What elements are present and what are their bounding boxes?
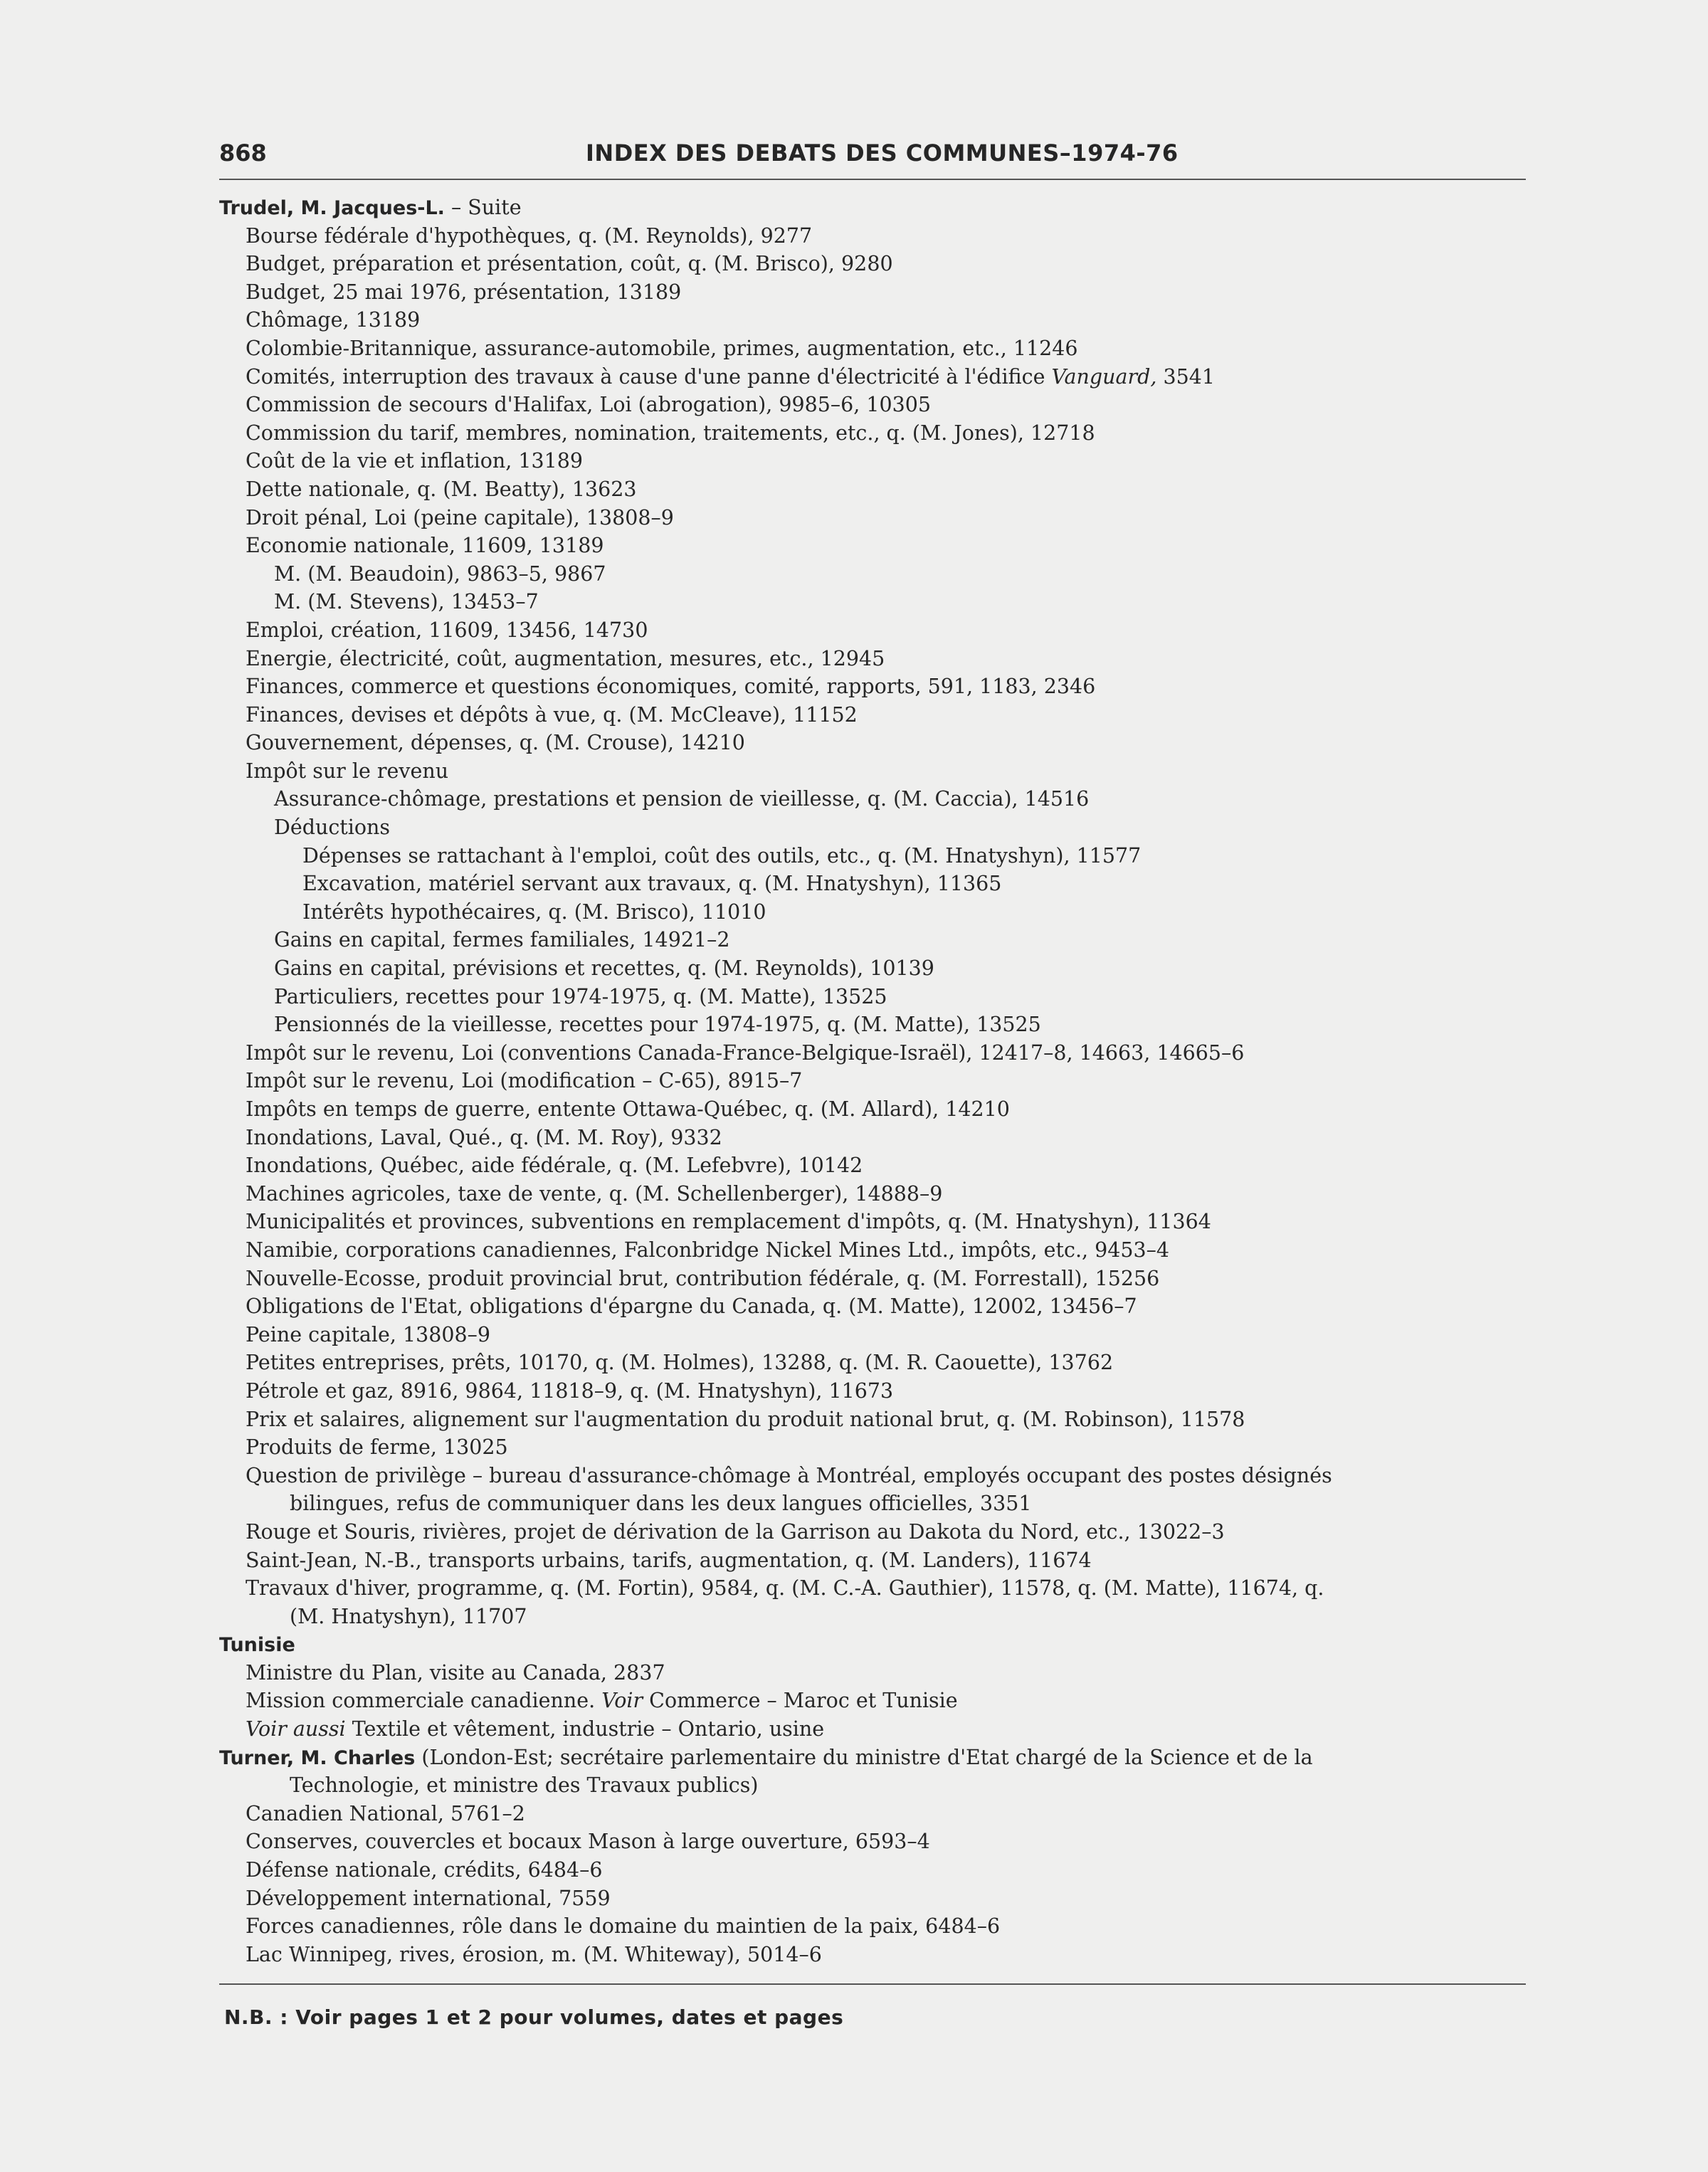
- index-entry: Prix et salaires, alignement sur l'augmentation du produit national brut, q. (M. Robinson), 11578: [246, 1407, 1245, 1431]
- index-subsubentry: Intérêts hypothécaires, q. (M. Brisco), 11010: [302, 900, 766, 924]
- index-entry: Economie nationale, 11609, 13189: [246, 534, 604, 558]
- index-entry: Municipalités et provinces, subventions en remplacement d'impôts, q. (M. Hnatyshyn), 11364: [246, 1210, 1211, 1234]
- index-subsubentry: Excavation, matériel servant aux travaux, q. (M. Hnatyshyn), 11365: [302, 872, 1002, 896]
- index-entry: Finances, commerce et questions économiques, comité, rapports, 591, 1183, 2346: [246, 675, 1096, 699]
- entry-text: Commerce – Maroc et Tunisie: [643, 1689, 958, 1713]
- running-title: INDEX DES DEBATS DES COMMUNES–1974-76: [586, 139, 1179, 167]
- index-entry: Energie, électricité, coût, augmentation, mesures, etc., 12945: [246, 646, 885, 670]
- index-entry: Finances, devises et dépôts à vue, q. (M. McCleave), 11152: [246, 702, 858, 727]
- heading-name: Turner, M. Charles: [219, 1746, 416, 1769]
- index-entry: Colombie-Britannique, assurance-automobile, primes, augmentation, etc., 11246: [246, 336, 1078, 360]
- index-entry: Question de privilège – bureau d'assurance-chômage à Montréal, employés occupant des postes désignés: [246, 1463, 1332, 1487]
- heading-name: Trudel, M. Jacques-L.: [219, 197, 445, 219]
- index-entry: Pétrole et gaz, 8916, 9864, 11818–9, q. (M. Hnatyshyn), 11673: [246, 1378, 894, 1403]
- index-entry: Canadien National, 5761–2: [246, 1801, 525, 1825]
- index-subentry: Gains en capital, prévisions et recettes, q. (M. Reynolds), 10139: [274, 956, 934, 981]
- footer-rule: [219, 1983, 1526, 1985]
- index-entry: Bourse fédérale d'hypothèques, q. (M. Reynolds), 9277: [246, 223, 813, 248]
- index-subentry: M. (M. Stevens), 13453–7: [274, 590, 539, 614]
- index-entry: Saint-Jean, N.-B., transports urbains, tarifs, augmentation, q. (M. Landers), 11674: [246, 1548, 1092, 1572]
- index-subentry: Pensionnés de la vieillesse, recettes pour 1974-1975, q. (M. Matte), 13525: [274, 1013, 1041, 1037]
- index-subentry: Assurance-chômage, prestations et pension de vieillesse, q. (M. Caccia), 14516: [274, 787, 1090, 811]
- heading-description: (London-Est; secrétaire parlementaire du ministre d'Etat chargé de la Science et de la: [415, 1745, 1313, 1769]
- index-entry: Commission du tarif, membres, nomination, traitements, etc., q. (M. Jones), 12718: [246, 421, 1095, 445]
- index-entry: Défense nationale, crédits, 6484–6: [246, 1858, 603, 1882]
- index-entry: Chômage, 13189: [246, 308, 421, 332]
- cross-reference-label: Voir aussi: [246, 1717, 346, 1741]
- index-entry: Inondations, Québec, aide fédérale, q. (M. Lefebvre), 10142: [246, 1154, 863, 1178]
- index-entry: Coût de la vie et inflation, 13189: [246, 449, 584, 473]
- index-subentry: Particuliers, recettes pour 1974-1975, q. (M. Matte), 13525: [274, 984, 887, 1008]
- index-body: [219, 194, 1526, 1968]
- entry-pages: 3541: [1156, 364, 1215, 389]
- index-entry: Produits de ferme, 13025: [246, 1435, 508, 1460]
- entry-italic: Vanguard,: [1051, 364, 1157, 389]
- index-entry: Dette nationale, q. (M. Beatty), 13623: [246, 477, 637, 501]
- index-entry: Impôts en temps de guerre, entente Ottawa-Québec, q. (M. Allard), 14210: [246, 1097, 1010, 1121]
- index-entry: Impôt sur le revenu, Loi (modification – C-65), 8915–7: [246, 1069, 803, 1093]
- index-entry: Inondations, Laval, Qué., q. (M. M. Roy), 9332: [246, 1125, 722, 1149]
- index-subsubentry: Dépenses se rattachant à l'emploi, coût des outils, etc., q. (M. Hnatyshyn), 11577: [302, 843, 1142, 868]
- page-number: 868: [219, 139, 267, 167]
- cross-reference-label: Voir: [601, 1689, 643, 1713]
- index-entry: Conserves, couvercles et bocaux Mason à large ouverture, 6593–4: [246, 1830, 930, 1854]
- index-entry: Budget, 25 mai 1976, présentation, 13189: [246, 280, 682, 304]
- index-heading: [219, 1630, 1526, 1659]
- index-entry: Ministre du Plan, visite au Canada, 2837: [246, 1660, 665, 1685]
- index-entry: Petites entreprises, prêts, 10170, q. (M. Holmes), 13288, q. (M. R. Caouette), 13762: [246, 1351, 1114, 1375]
- index-entry: Forces canadiennes, rôle dans le domaine du maintien de la paix, 6484–6: [246, 1914, 1001, 1939]
- index-entry: [219, 363, 1526, 391]
- page-header: [219, 134, 1526, 174]
- index-entry: Impôt sur le revenu, Loi (conventions Canada-France-Belgique-Israël), 12417–8, 14663, 14665–6: [246, 1040, 1245, 1065]
- index-entry: Lac Winnipeg, rives, érosion, m. (M. Whiteway), 5014–6: [246, 1942, 822, 1966]
- index-entry: Développement international, 7559: [246, 1886, 611, 1910]
- index-entry: [219, 1687, 1526, 1715]
- index-heading: [219, 1744, 1526, 1772]
- index-entry: Nouvelle-Ecosse, produit provincial brut, contribution fédérale, q. (M. Forrestall), 15256: [246, 1266, 1160, 1290]
- index-entry: Namibie, corporations canadiennes, Falconbridge Nickel Mines Ltd., impôts, etc., 9453–4: [246, 1238, 1170, 1262]
- index-entry: Rouge et Souris, rivières, projet de dérivation de la Garrison au Dakota du Nord, etc., 13022–3: [246, 1519, 1225, 1544]
- index-entry: Gouvernement, dépenses, q. (M. Crouse), 14210: [246, 731, 745, 755]
- heading-name: Tunisie: [219, 1634, 295, 1657]
- entry-text: Mission commerciale canadienne.: [246, 1689, 602, 1713]
- index-entry: Commission de secours d'Halifax, Loi (abrogation), 9985–6, 10305: [246, 393, 932, 417]
- index-entry-continuation: (M. Hnatyshyn), 11707: [290, 1604, 527, 1628]
- entry-text: Comités, interruption des travaux à cause d'une panne d'électricité à l'édifice: [246, 364, 1052, 389]
- index-entry: Budget, préparation et présentation, coût, q. (M. Brisco), 9280: [246, 252, 893, 276]
- index-heading: [219, 194, 1526, 222]
- index-entry: Machines agricoles, taxe de vente, q. (M. Schellenberger), 14888–9: [246, 1181, 943, 1206]
- heading-suffix: – Suite: [444, 196, 522, 219]
- index-entry-continuation: bilingues, refus de communiquer dans les deux langues officielles, 3351: [290, 1492, 1032, 1516]
- index-subentry: Gains en capital, fermes familiales, 14921–2: [274, 928, 730, 952]
- header-rule: [219, 179, 1526, 180]
- index-entry: Droit pénal, Loi (peine capitale), 13808–9: [246, 505, 674, 529]
- index-subentry: M. (M. Beaudoin), 9863–5, 9867: [274, 562, 606, 586]
- entry-text: Textile et vêtement, industrie – Ontario, usine: [345, 1717, 825, 1741]
- index-entry: Emploi, création, 11609, 13456, 14730: [246, 618, 648, 642]
- index-subentry: Déductions: [274, 816, 390, 840]
- index-entry: Impôt sur le revenu: [246, 759, 449, 783]
- footer-note: N.B. : Voir pages 1 et 2 pour volumes, dates et pages: [224, 2005, 844, 2029]
- index-entry: [219, 1715, 1526, 1744]
- index-heading-continuation: Technologie, et ministre des Travaux publics): [290, 1773, 759, 1798]
- index-entry: Travaux d'hiver, programme, q. (M. Fortin), 9584, q. (M. C.-A. Gauthier), 11578, q. (M. Matte), 11674, q.: [246, 1576, 1324, 1601]
- index-entry: Peine capitale, 13808–9: [246, 1322, 491, 1346]
- index-entry: Obligations de l'Etat, obligations d'épargne du Canada, q. (M. Matte), 12002, 13456–7: [246, 1295, 1137, 1319]
